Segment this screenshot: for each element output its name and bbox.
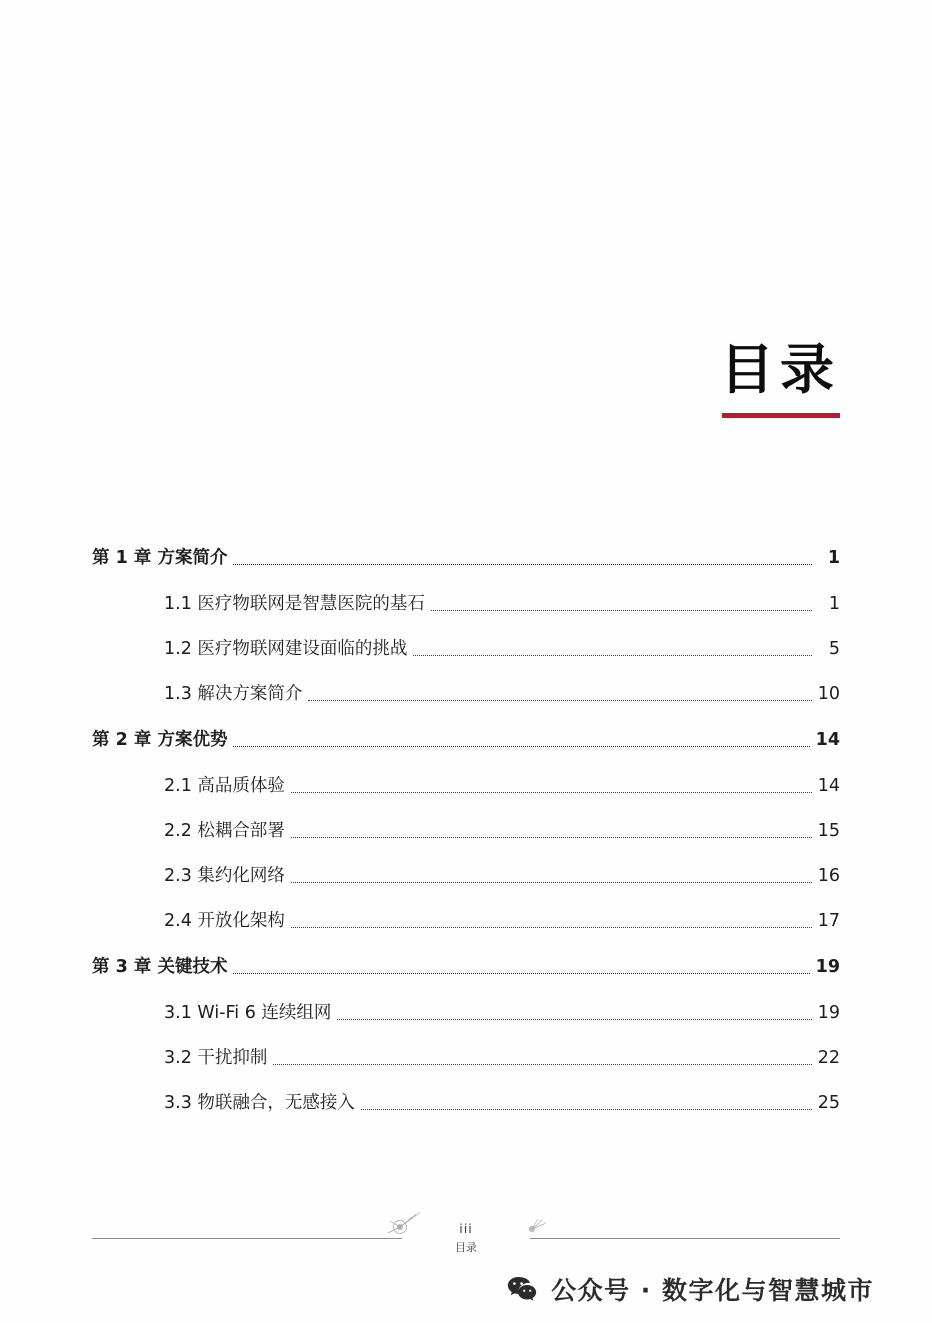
toc-entry[interactable] <box>92 672 840 717</box>
toc-entry-page: 14 <box>815 730 840 750</box>
toc-entry-label: 3.3 物联融合，无感接入 <box>164 1093 355 1113</box>
toc-entry-label: 2.2 松耦合部署 <box>164 821 285 841</box>
footer-page-number: iii <box>459 1221 473 1236</box>
toc-entry-page: 5 <box>828 639 840 659</box>
toc-leader-dots <box>431 609 812 611</box>
dandelion-ornament-icon <box>378 1211 424 1241</box>
toc-entry-page: 19 <box>815 957 840 977</box>
toc-entry-label: 1.1 医疗物联网是智慧医院的基石 <box>164 594 425 614</box>
toc-entry-page: 1 <box>827 548 840 568</box>
toc-entry-page: 1 <box>828 594 840 614</box>
toc-entry-page: 17 <box>817 911 840 931</box>
toc-entry-page: 22 <box>817 1048 840 1068</box>
toc-entry-label: 2.3 集约化网络 <box>164 866 285 886</box>
toc-entry[interactable] <box>92 1036 840 1081</box>
toc-entry[interactable] <box>92 764 840 809</box>
toc-entry-label: 2.1 高品质体验 <box>164 776 285 796</box>
seed-ornament-icon <box>518 1211 564 1241</box>
toc-entry-label: 3.2 干扰抑制 <box>164 1048 268 1068</box>
toc-entry[interactable] <box>92 1081 840 1126</box>
toc-leader-dots <box>291 836 812 838</box>
footer-page-label: 目录 <box>455 1241 477 1254</box>
toc-entry[interactable] <box>92 809 840 854</box>
watermark <box>505 1271 874 1307</box>
page-footer <box>92 1221 840 1255</box>
footer-rule-right <box>530 1238 840 1239</box>
toc-entry-page: 14 <box>817 776 840 796</box>
toc-leader-dots <box>337 1018 811 1020</box>
toc-entry[interactable] <box>92 854 840 899</box>
title-accent-rule <box>722 413 840 418</box>
toc-entry-label: 第 1 章 方案简介 <box>92 548 228 568</box>
toc-leader-dots <box>361 1108 812 1110</box>
wechat-icon <box>505 1272 539 1306</box>
toc-leader-dots <box>233 972 809 974</box>
toc-entry[interactable] <box>92 717 840 764</box>
toc-leader-dots <box>273 1063 811 1065</box>
toc-entry-label: 第 2 章 方案优势 <box>92 730 228 750</box>
toc-entry[interactable] <box>92 944 840 991</box>
toc-entry[interactable] <box>92 582 840 627</box>
watermark-text: 公众号 · 数字化与智慧城市 <box>551 1276 874 1305</box>
toc-leader-dots <box>291 791 812 793</box>
toc-entry[interactable] <box>92 991 840 1036</box>
toc-entry[interactable] <box>92 627 840 672</box>
toc-leader-dots <box>291 926 812 928</box>
toc-entry-label: 1.2 医疗物联网建设面临的挑战 <box>164 639 408 659</box>
toc-entry-label: 第 3 章 关键技术 <box>92 957 228 977</box>
toc-leader-dots <box>291 881 812 883</box>
toc-entry[interactable] <box>92 899 840 944</box>
footer-center <box>402 1221 530 1255</box>
toc-entry-page: 10 <box>817 684 840 704</box>
toc-entry-page: 25 <box>817 1093 840 1113</box>
toc-entry-label: 3.1 Wi-Fi 6 连续组网 <box>164 1003 332 1023</box>
page-title: 目录 <box>720 338 840 401</box>
toc-entry-page: 15 <box>817 821 840 841</box>
toc-leader-dots <box>413 654 812 656</box>
toc-entry-page: 16 <box>817 866 840 886</box>
table-of-contents <box>92 535 840 1126</box>
toc-entry-page: 19 <box>817 1003 840 1023</box>
toc-entry-label: 2.4 开放化架构 <box>164 911 285 931</box>
toc-leader-dots <box>233 745 809 747</box>
toc-entry-label: 1.3 解决方案简介 <box>164 684 303 704</box>
footer-rule-left <box>92 1238 402 1239</box>
toc-leader-dots <box>308 699 811 701</box>
toc-entry[interactable] <box>92 535 840 582</box>
toc-title-block <box>720 340 840 418</box>
toc-leader-dots <box>233 563 812 565</box>
